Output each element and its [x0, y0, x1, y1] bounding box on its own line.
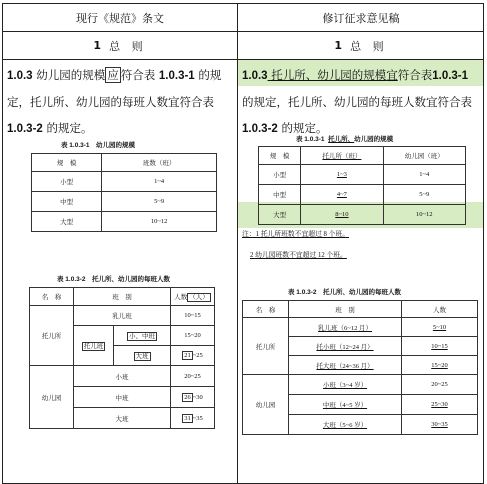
- table-cell: 30~35: [402, 415, 478, 435]
- table-cell: 托儿班: [74, 326, 114, 366]
- table-cell: 20~25: [402, 375, 478, 395]
- table-note: 2 幼儿园班数不宜超过 12 个班。: [250, 252, 347, 259]
- table-row: [243, 318, 478, 337]
- table-cell: 小班: [74, 366, 171, 387]
- right-table2: [242, 300, 478, 435]
- table-cell: 5~9: [102, 192, 217, 212]
- table-header: 托儿所（班）: [301, 147, 383, 165]
- table-cell: 21 ~25: [171, 346, 215, 366]
- current-code-column: [3, 4, 237, 483]
- group-label: 托儿所: [30, 306, 74, 366]
- left-table1: [31, 153, 217, 232]
- clause-text: 符合表: [397, 68, 433, 82]
- left-table2-caption: 表 1.0.3-2 托儿所、幼儿园的每班人数: [57, 276, 171, 283]
- table-cell: 5~10: [402, 318, 478, 337]
- table-cell: 托大班（24~36 月）: [289, 356, 402, 375]
- table-row: [30, 366, 215, 387]
- table-cell: 26 ~30: [171, 387, 215, 408]
- table-cell: 15~20: [171, 326, 215, 346]
- table-header: 名 称: [243, 301, 289, 318]
- section-number: 1: [334, 39, 347, 52]
- table-cell: 8~10: [301, 205, 383, 225]
- table-cell: 大班: [114, 346, 171, 366]
- group-label: 幼儿园: [243, 375, 289, 435]
- table-cell: 大型: [259, 205, 301, 225]
- table-row: [32, 172, 217, 192]
- table-row: [32, 212, 217, 232]
- section-title: 总 则: [350, 39, 388, 53]
- table-header: 班 别: [74, 288, 171, 306]
- table-row: [32, 192, 217, 212]
- table-cell: 10~15: [171, 306, 215, 326]
- table-row: [259, 165, 466, 185]
- table-row: [259, 205, 466, 225]
- left-table1-caption: 表 1.0.3-1 幼儿园的规模: [61, 142, 136, 149]
- right-table1: [258, 146, 466, 225]
- right-section-heading: [238, 32, 484, 59]
- table-cell: 托小班（12~24 月）: [289, 337, 402, 356]
- right-column-title: 修订征求意见稿: [322, 11, 400, 25]
- table-cell: 中班（4~5 岁）: [289, 395, 402, 415]
- clause-text: 的规定，托儿所、幼儿园的每班人数宜符合表: [7, 68, 222, 109]
- table-header: 幼儿园（班）: [383, 147, 465, 165]
- left-section-heading: [3, 32, 237, 59]
- table-cell: 中型: [259, 185, 301, 205]
- table-ref: 1.0.3-1: [158, 70, 195, 82]
- table-cell: 大型: [32, 212, 102, 232]
- clause-text: 托儿所、幼儿园的规模: [267, 68, 387, 82]
- clause-text: 符合表: [120, 68, 159, 82]
- table-header: 规 模: [259, 147, 301, 165]
- table-cell: 5~9: [383, 185, 465, 205]
- table-cell: 中型: [32, 192, 102, 212]
- table-cell: 大班: [74, 408, 171, 429]
- table-cell: 小型: [32, 172, 102, 192]
- table-cell: 10~12: [102, 212, 217, 232]
- table-cell: 20~25: [171, 366, 215, 387]
- table-header: 人数: [402, 301, 478, 318]
- table-row: [243, 375, 478, 395]
- table-cell: 中班: [74, 387, 171, 408]
- group-label: 托儿所: [243, 318, 289, 375]
- section-number: 1: [93, 39, 106, 52]
- table-cell: 10~15: [402, 337, 478, 356]
- clause-text: 的规定。: [42, 121, 93, 135]
- right-clause: [242, 62, 480, 142]
- table-cell: 小班（3~4 岁）: [289, 375, 402, 395]
- table-cell: 乳儿班（6~12 月）: [289, 318, 402, 337]
- table-header: 班数（班）: [102, 154, 217, 172]
- table-header: 规 模: [32, 154, 102, 172]
- revised-draft-column: [238, 4, 484, 483]
- table-cell: 31 ~35: [171, 408, 215, 429]
- comparison-table: [2, 3, 484, 484]
- table-cell: 乳儿班: [74, 306, 171, 326]
- clause-number: 1.0.3: [7, 70, 33, 82]
- table-row: [259, 185, 466, 205]
- table-cell: 4~7: [301, 185, 383, 205]
- underlined-word: 宜: [386, 68, 398, 82]
- left-table2: [29, 287, 215, 429]
- table-header: 名 称: [30, 288, 74, 306]
- table-cell: 15~20: [402, 356, 478, 375]
- table-ref: 1.0.3-2: [242, 123, 278, 135]
- table-cell: 1~4: [383, 165, 465, 185]
- group-label: 幼儿园: [30, 366, 74, 429]
- left-clause: [7, 62, 235, 142]
- table-cell: 25~30: [402, 395, 478, 415]
- table-cell: 小、中班: [114, 326, 171, 346]
- boxed-word: 应: [107, 68, 119, 82]
- table-ref: 1.0.3-1: [432, 70, 469, 82]
- section-title: 总 则: [109, 39, 147, 53]
- table-header: 班 别: [289, 301, 402, 318]
- table-header: 人数 （人）: [171, 288, 215, 306]
- right-table1-caption: 表 1.0.3-1 托儿所、幼儿园的规模: [296, 136, 394, 143]
- left-column-title: 现行《规范》条文: [76, 11, 164, 25]
- table-cell: 1~4: [102, 172, 217, 192]
- clause-text: 的规定。: [277, 121, 328, 135]
- table-cell: 大班（5~6 岁）: [289, 415, 402, 435]
- table-cell: 10~12: [383, 205, 465, 225]
- clause-text: 的规定，托儿所、幼儿园的每班人数宜符合表: [242, 95, 472, 109]
- right-table2-caption: 表 1.0.3-2 托儿所、幼儿园的每班人数: [288, 289, 402, 296]
- table-ref: 1.0.3-2: [7, 123, 43, 135]
- table-note: 注：1 托儿所班数不宜超过 8 个班。: [242, 231, 350, 238]
- clause-text: 幼儿园的规模: [32, 68, 106, 82]
- table-cell: 1~3: [301, 165, 383, 185]
- clause-number: 1.0.3: [242, 70, 268, 82]
- table-cell: 小型: [259, 165, 301, 185]
- table-row: [30, 306, 215, 326]
